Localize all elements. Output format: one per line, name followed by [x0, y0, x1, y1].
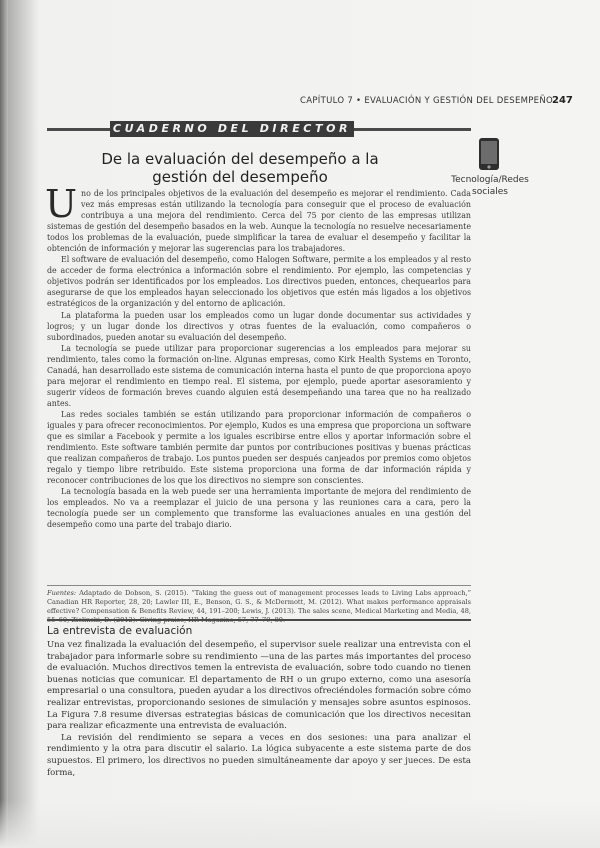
box-body	[45, 182, 471, 530]
page-binding-edge	[0, 0, 8, 848]
box-title: De la evaluación del desempeño a la gestión del desempeño	[101, 150, 379, 186]
main-paragraph-2: La revisión del rendimiento se separa a veces en dos sesiones: una para analizar el rendimiento y la otra para discutir el salario. La lógica subyacente a este sistema parte de dos supuestos. El primero, los directivos no pueden simultáneamente dar apoyo y ser jueces. De esta forma,	[47, 732, 471, 778]
smartphone-icon	[478, 137, 500, 171]
box-paragraph-2: El software de evaluación del desempeño, como Halogen Software, permite a los empleados y al resto de acceder de forma electrónica a información sobre el rendimiento. Por ejemplo, las competencias y objetivos podrán ser identificados por los empleados. Los directivos pueden, entonces, chequearlos para asegurarse de que los empleados hayan seleccionado los objetivos que estén más ligados a los objetivos estratégicos de la organización y del entorno de aplicación.	[47, 255, 471, 309]
box-paragraph-3: La plataforma la pueden usar los empleados como un lugar donde documentar sus actividades y logros; y un lugar donde los directivos y otras fuentes de la evaluación, como compañeros o subordinados, pueden anotar su evaluación del desempeño.	[47, 310, 471, 342]
scan-fade	[0, 800, 600, 848]
main-paragraph-1: Una vez finalizada la evaluación del desempeño, el supervisor suele realizar una entrevista con el trabajador para informarle sobre su rendimiento —una de las partes más importantes del proceso de evaluación. Muchos directivos temen la entrevista de evaluación, sobre todo cuando no tienen buenas noticias que comunicar. El departamento de RH o un grupo externo, como una asesoría empresarial o una consultora, pueden ayudar a los directivos ofreciéndoles formación sobre cómo realizar entrevistas, proporcionando sesiones de simulación y mensajes sobre asuntos espinosos. La Figura 7.8 resume diversas estrategias básicas de comunicación que los directivos necesitan para realizar eficazmente una entrevista de evaluación.	[47, 640, 471, 732]
box-bottom-rule	[47, 619, 471, 621]
running-head: CAPÍTULO 7 • EVALUACIÓN Y GESTIÓN DEL DESEMPEÑO	[300, 96, 554, 106]
box-paragraph-1	[45, 182, 471, 254]
sources-label: Fuentes:	[47, 589, 77, 597]
box-paragraph-4: La tecnología se puede utilizar para proporcionar sugerencias a los empleados para mejorar su rendimiento, tales como la formación on-line. Algunas empresas, como Kirk Health Systems en Toronto, Canadá, han desarrollado este sistema de comunicación interna hasta el punto de que proporciona apoyo para mejorar el rendimiento en tiempo real. El sistema, por ejemplo, puede aportar asesoramiento y sugerir vídeos de formación breves cuando alguien está desempeñando una tarea que no ha realizado antes.	[47, 343, 471, 408]
section-heading: La entrevista de evaluación	[47, 625, 193, 637]
main-body	[47, 640, 471, 779]
side-label-technology: Tecnología/Redes sociales	[451, 175, 529, 197]
page-number: 247	[552, 95, 573, 106]
drop-cap: U	[45, 182, 78, 226]
sources-text: Adaptado de Dobson, S. (2015). “Taking the guess out of management processes leads to Living Labs approach,” Canadian HR Reporter, 28, 20; Lawler III, E., Benson, G. S., & McDermott, M. (2012). What makes performance appraisals effective? Compensation & Benefits Review, 44, 191–200; Lewis, J. (2013). The sales scene, Medical Marketing and Media, 48,	[47, 589, 471, 615]
box-paragraph-6: La tecnología basada en la web puede ser una herramienta importante de mejora del rendimiento de los empleados. No va a reemplazar el juicio de una persona y las reuniones cara a cara, pero la tecnología puede ser un complemento que transforme las evaluaciones anuales en una gestión del desempeño como una parte del trabajo diario.	[47, 487, 471, 530]
box-paragraph-1-text: no de los principales objetivos de la evaluación del desempeño es mejorar el rendimiento. Cada vez más empresas están utilizando la tecnología para conseguir que el proceso de evaluación contribuya a una mejora del rendimiento. Cerca del 75 por ciento de las empresas utilizan sistemas de gestión del desempeño basados en la web. Aunque la tecnología no resuelve necesariamente todos los problemas de la evaluación, puede simplificar la tarea de evaluar el desempeño y facilitar la obtención de información y mejorar las sugerencias para los trabajadores.	[47, 189, 471, 254]
box-banner: CUADERNO DEL DIRECTOR	[110, 121, 354, 137]
box-paragraph-5: Las redes sociales también se están utilizando para proporcionar información de compañeros o iguales y para ofrecer reconocimientos. Por ejemplo, Kudos es una empresa que proporciona un software que es similar a Facebook y permite a los iguales escribirse entre ellos y aportar información sobre el rendimiento. Este software también permite dar puntos por contribuciones positivas y buenas prácticas que realizan compañeros de trabajo. Los puntos pueden ser después canjeados por premios como objetos regalo y tiempo libre retribuido. Este sistema proporciona una forma de dar información rápida y reconocer contribuciones de los que los directivos no siempre son conscientes.	[47, 409, 471, 486]
scan-shadow	[8, 0, 38, 848]
